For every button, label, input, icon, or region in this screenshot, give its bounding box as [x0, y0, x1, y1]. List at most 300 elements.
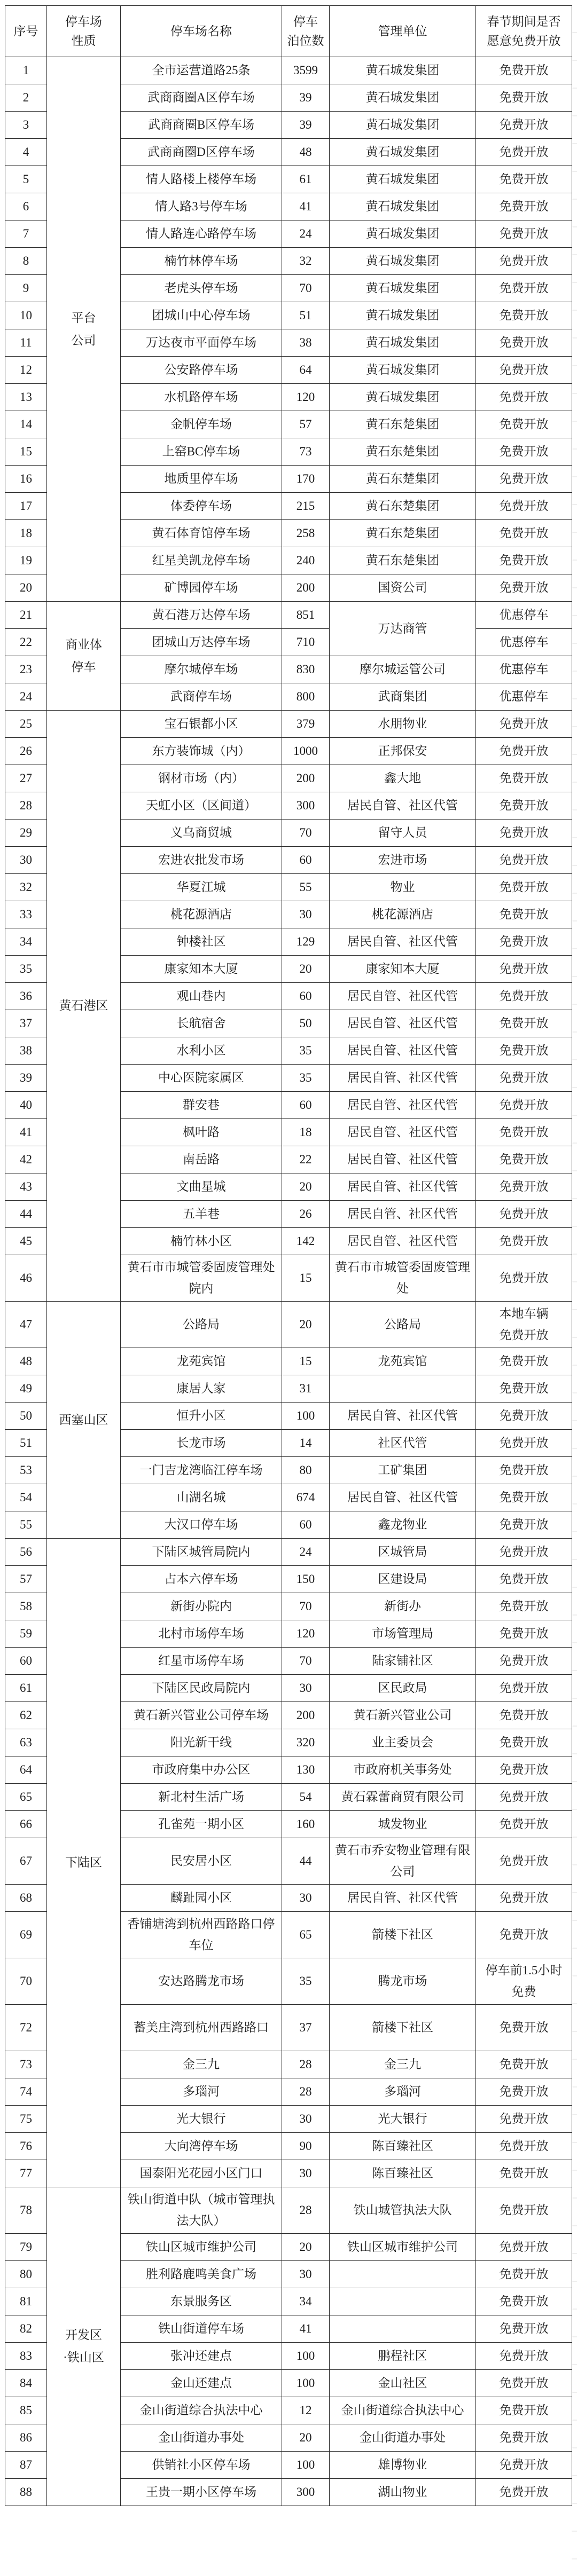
lot-name: 体委停车场: [121, 493, 282, 520]
parking-spaces: 60: [282, 1511, 330, 1539]
lot-type-group: 黄石港区: [47, 711, 121, 1302]
lot-name: 黄石市市城管委固废管理处院内: [121, 1255, 282, 1302]
lot-name: 龙苑宾馆: [121, 1348, 282, 1375]
management-unit: 居民自管、社区代管: [330, 1065, 476, 1092]
parking-spaces: 1000: [282, 738, 330, 765]
row-number: 75: [5, 2106, 47, 2133]
parking-spaces: 64: [282, 357, 330, 384]
management-unit: 黄石城发集团: [330, 329, 476, 357]
lot-name: 金帆停车场: [121, 411, 282, 438]
management-unit: 黄石城发集团: [330, 357, 476, 384]
row-number: 49: [5, 1375, 47, 1403]
holiday-status: 免费开放: [476, 2261, 572, 2288]
management-unit: 万达商管: [330, 602, 476, 656]
parking-spaces: 200: [282, 765, 330, 792]
management-unit: 桃花源酒店: [330, 901, 476, 928]
row-number: 36: [5, 983, 47, 1010]
row-number: 74: [5, 2078, 47, 2106]
management-unit: 黄石东楚集团: [330, 493, 476, 520]
row-number: 43: [5, 1173, 47, 1201]
management-unit: 居民自管、社区代管: [330, 1201, 476, 1228]
lot-name: 长航宿舍: [121, 1010, 282, 1037]
management-unit: 黄石城发集团: [330, 302, 476, 329]
table-row: [5, 602, 572, 629]
lot-name: 铁山街道停车场: [121, 2315, 282, 2343]
lot-name: 金山街道综合执法中心: [121, 2397, 282, 2424]
lot-name: 铁山街道中队（城市管理执法大队）: [121, 2187, 282, 2234]
parking-spaces: 35: [282, 1037, 330, 1065]
row-number: 42: [5, 1146, 47, 1173]
parking-spaces: 70: [282, 820, 330, 847]
row-number: 16: [5, 466, 47, 493]
row-number: 85: [5, 2397, 47, 2424]
holiday-status: 免费开放: [476, 1348, 572, 1375]
management-unit: 居民自管、社区代管: [330, 1403, 476, 1430]
parking-spaces: 70: [282, 275, 330, 302]
row-number: 56: [5, 1539, 47, 1566]
management-unit: 国资公司: [330, 574, 476, 602]
holiday-status: 免费开放: [476, 1648, 572, 1675]
parking-spaces: 30: [282, 901, 330, 928]
management-unit: 市政府机关事务处: [330, 1756, 476, 1784]
holiday-status: 停车前1.5小时 免费: [476, 1958, 572, 2005]
parking-spaces: 379: [282, 711, 330, 738]
management-unit: 黄石城发集团: [330, 112, 476, 139]
row-number: 69: [5, 1912, 47, 1958]
management-unit: 铁山区城市维护公司: [330, 2234, 476, 2261]
management-unit: 居民自管、社区代管: [330, 1228, 476, 1255]
parking-spaces: 60: [282, 983, 330, 1010]
row-number: 6: [5, 193, 47, 220]
row-number: 5: [5, 166, 47, 193]
row-number: 17: [5, 493, 47, 520]
table-body: [5, 57, 572, 2506]
lot-name: 水利小区: [121, 1037, 282, 1065]
row-number: 83: [5, 2343, 47, 2370]
parking-spaces: 70: [282, 1648, 330, 1675]
holiday-status: 免费开放: [476, 2005, 572, 2051]
holiday-status: 免费开放: [476, 411, 572, 438]
parking-spaces: 20: [282, 1173, 330, 1201]
holiday-status: 免费开放: [476, 574, 572, 602]
management-unit: 区城管局: [330, 1539, 476, 1566]
management-unit: 宏进市场: [330, 847, 476, 874]
lot-name: 团城山中心停车场: [121, 302, 282, 329]
holiday-status: 免费开放: [476, 1430, 572, 1457]
holiday-status: 免费开放: [476, 2051, 572, 2078]
parking-spaces: 215: [282, 493, 330, 520]
parking-spaces: 37: [282, 2005, 330, 2051]
parking-spaces: 120: [282, 384, 330, 411]
management-unit: 陈百臻社区: [330, 2160, 476, 2187]
parking-spaces: 73: [282, 438, 330, 466]
table-row: [5, 1539, 572, 1566]
management-unit: 金山社区: [330, 2370, 476, 2397]
management-unit: 区民政局: [330, 1675, 476, 1702]
management-unit: 黄石城发集团: [330, 139, 476, 166]
lot-name: 孔雀苑一期小区: [121, 1811, 282, 1838]
lot-name: 蓄美庄湾到杭州西路路口: [121, 2005, 282, 2051]
row-number: 22: [5, 629, 47, 656]
lot-name: 武商商圈D区停车场: [121, 139, 282, 166]
header-type: 停车场 性质: [47, 6, 121, 57]
holiday-status: 免费开放: [476, 2479, 572, 2506]
lot-name: 中心医院家属区: [121, 1065, 282, 1092]
lot-name: 宝石银都小区: [121, 711, 282, 738]
lot-name: 占本六停车场: [121, 1566, 282, 1593]
lot-name: 情人路连心路停车场: [121, 220, 282, 248]
lot-name: 全市运营道路25条: [121, 57, 282, 84]
parking-spaces: 24: [282, 220, 330, 248]
holiday-status: 免费开放: [476, 547, 572, 574]
parking-spaces: 60: [282, 847, 330, 874]
management-unit: 金山街道综合执法中心: [330, 2397, 476, 2424]
lot-name: 新街办院内: [121, 1593, 282, 1620]
parking-spaces: 30: [282, 1675, 330, 1702]
holiday-status: 免费开放: [476, 2397, 572, 2424]
management-unit: 居民自管、社区代管: [330, 1484, 476, 1511]
management-unit: 公路局: [330, 1302, 476, 1348]
table-row: [5, 57, 572, 84]
header-no: 序号: [5, 6, 47, 57]
row-number: 12: [5, 357, 47, 384]
holiday-status: 免费开放: [476, 1912, 572, 1958]
management-unit: 腾龙市场: [330, 1958, 476, 2005]
lot-type-group: 下陆区: [47, 1539, 121, 2187]
row-number: 15: [5, 438, 47, 466]
management-unit: 黄石城发集团: [330, 84, 476, 112]
management-unit: [330, 1375, 476, 1403]
lot-name: 康家知本大厦: [121, 956, 282, 983]
holiday-status: 免费开放: [476, 302, 572, 329]
row-number: 79: [5, 2234, 47, 2261]
holiday-status: 免费开放: [476, 2106, 572, 2133]
row-number: 73: [5, 2051, 47, 2078]
lot-name: 金山还建点: [121, 2370, 282, 2397]
row-number: 67: [5, 1838, 47, 1885]
row-number: 27: [5, 765, 47, 792]
row-number: 3: [5, 112, 47, 139]
row-number: 8: [5, 248, 47, 275]
parking-spaces: 24: [282, 1539, 330, 1566]
management-unit: 留守人员: [330, 820, 476, 847]
lot-name: 金三九: [121, 2051, 282, 2078]
management-unit: 居民自管、社区代管: [330, 983, 476, 1010]
parking-spaces: 20: [282, 956, 330, 983]
holiday-status: 免费开放: [476, 956, 572, 983]
row-number: 82: [5, 2315, 47, 2343]
parking-spaces: 30: [282, 1885, 330, 1912]
lot-name: 枫叶路: [121, 1119, 282, 1146]
parking-lot-sheet: [5, 5, 572, 2506]
holiday-status: 免费开放: [476, 983, 572, 1010]
lot-name: 东景服务区: [121, 2288, 282, 2315]
holiday-status: 免费开放: [476, 2315, 572, 2343]
management-unit: 湖山物业: [330, 2479, 476, 2506]
management-unit: 居民自管、社区代管: [330, 1119, 476, 1146]
holiday-status: 免费开放: [476, 1092, 572, 1119]
parking-spaces: 160: [282, 1811, 330, 1838]
management-unit: 黄石东楚集团: [330, 411, 476, 438]
holiday-status: 免费开放: [476, 329, 572, 357]
holiday-status: 免费开放: [476, 384, 572, 411]
lot-name: 下陆区城管局院内: [121, 1539, 282, 1566]
lot-name: 宏进农批发市场: [121, 847, 282, 874]
management-unit: 新街办: [330, 1593, 476, 1620]
holiday-status: 优惠停车: [476, 683, 572, 711]
table-row: [5, 2187, 572, 2234]
row-number: 87: [5, 2452, 47, 2479]
row-number: 60: [5, 1648, 47, 1675]
holiday-status: 免费开放: [476, 1375, 572, 1403]
lot-name: 黄石港万达停车场: [121, 602, 282, 629]
holiday-status: 免费开放: [476, 1593, 572, 1620]
row-number: 86: [5, 2424, 47, 2452]
management-unit: 区建设局: [330, 1566, 476, 1593]
row-number: 57: [5, 1566, 47, 1593]
parking-spaces: 300: [282, 2479, 330, 2506]
lot-name: 义乌商贸城: [121, 820, 282, 847]
header-spaces: 停车 泊位数: [282, 6, 330, 57]
management-unit: 黄石城发集团: [330, 193, 476, 220]
holiday-status: 免费开放: [476, 2133, 572, 2160]
holiday-status: 免费开放: [476, 847, 572, 874]
parking-lot-table: [5, 5, 572, 2506]
lot-name: 国泰阳光花园小区门口: [121, 2160, 282, 2187]
table-row: [5, 1302, 572, 1348]
holiday-status: 免费开放: [476, 1457, 572, 1484]
lot-name: 恒升小区: [121, 1403, 282, 1430]
holiday-status: 免费开放: [476, 738, 572, 765]
lot-name: 南岳路: [121, 1146, 282, 1173]
lot-name: 老虎头停车场: [121, 275, 282, 302]
management-unit: 龙苑宾馆: [330, 1348, 476, 1375]
row-number: 68: [5, 1885, 47, 1912]
holiday-status: 免费开放: [476, 1675, 572, 1702]
holiday-status: 免费开放: [476, 1146, 572, 1173]
row-number: 81: [5, 2288, 47, 2315]
row-number: 2: [5, 84, 47, 112]
holiday-status: 免费开放: [476, 220, 572, 248]
row-number: 14: [5, 411, 47, 438]
row-number: 10: [5, 302, 47, 329]
lot-name: 北村市场停车场: [121, 1620, 282, 1648]
row-number: 30: [5, 847, 47, 874]
parking-spaces: 41: [282, 2315, 330, 2343]
row-number: 29: [5, 820, 47, 847]
holiday-status: 免费开放: [476, 1065, 572, 1092]
lot-name: 一门吉龙湾临江停车场: [121, 1457, 282, 1484]
parking-spaces: 3599: [282, 57, 330, 84]
parking-spaces: 30: [282, 2160, 330, 2187]
parking-spaces: 30: [282, 2261, 330, 2288]
row-number: 26: [5, 738, 47, 765]
holiday-status: 免费开放: [476, 2078, 572, 2106]
parking-spaces: 61: [282, 166, 330, 193]
parking-spaces: 18: [282, 1119, 330, 1146]
row-number: 46: [5, 1255, 47, 1302]
table-row: [5, 711, 572, 738]
holiday-status: 免费开放: [476, 711, 572, 738]
parking-spaces: 28: [282, 2078, 330, 2106]
management-unit: 黄石霖蕾商贸有限公司: [330, 1784, 476, 1811]
holiday-status: 免费开放: [476, 1010, 572, 1037]
lot-name: 光大银行: [121, 2106, 282, 2133]
management-unit: 陈百臻社区: [330, 2133, 476, 2160]
lot-name: 新北村生活广场: [121, 1784, 282, 1811]
lot-name: 五羊巷: [121, 1201, 282, 1228]
parking-spaces: 200: [282, 574, 330, 602]
lot-name: 东方装饰城（内）: [121, 738, 282, 765]
management-unit: 居民自管、社区代管: [330, 792, 476, 820]
row-number: 51: [5, 1430, 47, 1457]
header-name: 停车场名称: [121, 6, 282, 57]
parking-spaces: 120: [282, 1620, 330, 1648]
parking-spaces: 39: [282, 112, 330, 139]
management-unit: [330, 2315, 476, 2343]
management-unit: 黄石东楚集团: [330, 466, 476, 493]
parking-spaces: 12: [282, 2397, 330, 2424]
parking-spaces: 60: [282, 1092, 330, 1119]
holiday-status: 免费开放: [476, 466, 572, 493]
management-unit: 黄石东楚集团: [330, 438, 476, 466]
lot-name: 供销社小区停车场: [121, 2452, 282, 2479]
management-unit: 黄石东楚集团: [330, 547, 476, 574]
row-number: 44: [5, 1201, 47, 1228]
lot-name: 公安路停车场: [121, 357, 282, 384]
parking-spaces: 20: [282, 2234, 330, 2261]
management-unit: 市场管理局: [330, 1620, 476, 1648]
lot-name: 市政府集中办公区: [121, 1756, 282, 1784]
parking-spaces: 129: [282, 928, 330, 956]
holiday-status: 免费开放: [476, 1119, 572, 1146]
parking-spaces: 54: [282, 1784, 330, 1811]
management-unit: 居民自管、社区代管: [330, 1146, 476, 1173]
holiday-status: 免费开放: [476, 901, 572, 928]
holiday-status: 免费开放: [476, 1702, 572, 1729]
parking-spaces: 15: [282, 1348, 330, 1375]
management-unit: 武商集团: [330, 683, 476, 711]
header-manager: 管理单位: [330, 6, 476, 57]
lot-name: 楠竹林停车场: [121, 248, 282, 275]
row-number: 64: [5, 1756, 47, 1784]
holiday-status: 免费开放: [476, 1511, 572, 1539]
row-number: 58: [5, 1593, 47, 1620]
parking-spaces: 28: [282, 2051, 330, 2078]
holiday-status: 免费开放: [476, 1885, 572, 1912]
holiday-status: 优惠停车: [476, 629, 572, 656]
management-unit: 摩尔城运管公司: [330, 656, 476, 683]
management-unit: 金山街道办事处: [330, 2424, 476, 2452]
lot-name: 红星美凯龙停车场: [121, 547, 282, 574]
management-unit: 雄博物业: [330, 2452, 476, 2479]
management-unit: 工矿集团: [330, 1457, 476, 1484]
lot-name: 团城山万达停车场: [121, 629, 282, 656]
holiday-status: 免费开放: [476, 1838, 572, 1885]
lot-name: 铁山区城市维护公司: [121, 2234, 282, 2261]
holiday-status: 免费开放: [476, 2187, 572, 2234]
holiday-status: 免费开放: [476, 1255, 572, 1302]
row-number: 48: [5, 1348, 47, 1375]
row-number: 40: [5, 1092, 47, 1119]
management-unit: 物业: [330, 874, 476, 901]
lot-name: 桃花源酒店: [121, 901, 282, 928]
row-number: 39: [5, 1065, 47, 1092]
management-unit: 黄石城发集团: [330, 220, 476, 248]
row-number: 88: [5, 2479, 47, 2506]
row-number: 59: [5, 1620, 47, 1648]
row-number: 53: [5, 1457, 47, 1484]
parking-spaces: 320: [282, 1729, 330, 1756]
holiday-status: 免费开放: [476, 792, 572, 820]
parking-spaces: 90: [282, 2133, 330, 2160]
management-unit: 铁山城管执法大队: [330, 2187, 476, 2234]
lot-name: 麟趾园小区: [121, 1885, 282, 1912]
lot-name: 万达夜市平面停车场: [121, 329, 282, 357]
row-number: 7: [5, 220, 47, 248]
management-unit: 康家知本大厦: [330, 956, 476, 983]
parking-spaces: 35: [282, 1958, 330, 2005]
management-unit: 黄石城发集团: [330, 166, 476, 193]
lot-name: 武商商圈A区停车场: [121, 84, 282, 112]
lot-name: 矿博园停车场: [121, 574, 282, 602]
row-number: 19: [5, 547, 47, 574]
holiday-status: 免费开放: [476, 1539, 572, 1566]
holiday-status: 免费开放: [476, 520, 572, 547]
management-unit: 黄石新兴管业公司: [330, 1702, 476, 1729]
row-number: 13: [5, 384, 47, 411]
lot-type-group: 开发区 ·铁山区: [47, 2187, 121, 2506]
parking-spaces: 100: [282, 2452, 330, 2479]
management-unit: 黄石城发集团: [330, 57, 476, 84]
parking-spaces: 70: [282, 1593, 330, 1620]
lot-type-group: 平台 公司: [47, 57, 121, 602]
holiday-status: 优惠停车: [476, 602, 572, 629]
lot-name: 安达路腾龙市场: [121, 1958, 282, 2005]
holiday-status: 免费开放: [476, 248, 572, 275]
lot-name: 长龙市场: [121, 1430, 282, 1457]
parking-spaces: 38: [282, 329, 330, 357]
parking-spaces: 300: [282, 792, 330, 820]
holiday-status: 免费开放: [476, 1784, 572, 1811]
management-unit: 居民自管、社区代管: [330, 1092, 476, 1119]
row-number: 21: [5, 602, 47, 629]
lot-name: 王贵一期小区停车场: [121, 2479, 282, 2506]
row-number: 11: [5, 329, 47, 357]
management-unit: 黄石东楚集团: [330, 520, 476, 547]
row-number: 47: [5, 1302, 47, 1348]
parking-spaces: 100: [282, 2343, 330, 2370]
lot-name: 公路局: [121, 1302, 282, 1348]
lot-name: 民安居小区: [121, 1838, 282, 1885]
parking-spaces: 258: [282, 520, 330, 547]
holiday-status: 免费开放: [476, 193, 572, 220]
row-number: 34: [5, 928, 47, 956]
row-number: 4: [5, 139, 47, 166]
management-unit: 黄石城发集团: [330, 275, 476, 302]
management-unit: 黄石市乔安物业管理有限公司: [330, 1838, 476, 1885]
management-unit: 多瑙河: [330, 2078, 476, 2106]
row-number: 70: [5, 1958, 47, 2005]
lot-name: 钟楼社区: [121, 928, 282, 956]
holiday-status: 免费开放: [476, 820, 572, 847]
parking-spaces: 80: [282, 1457, 330, 1484]
holiday-status: 免费开放: [476, 2288, 572, 2315]
parking-spaces: 32: [282, 248, 330, 275]
holiday-status: 免费开放: [476, 1811, 572, 1838]
lot-name: 水机路停车场: [121, 384, 282, 411]
lot-name: 多瑙河: [121, 2078, 282, 2106]
